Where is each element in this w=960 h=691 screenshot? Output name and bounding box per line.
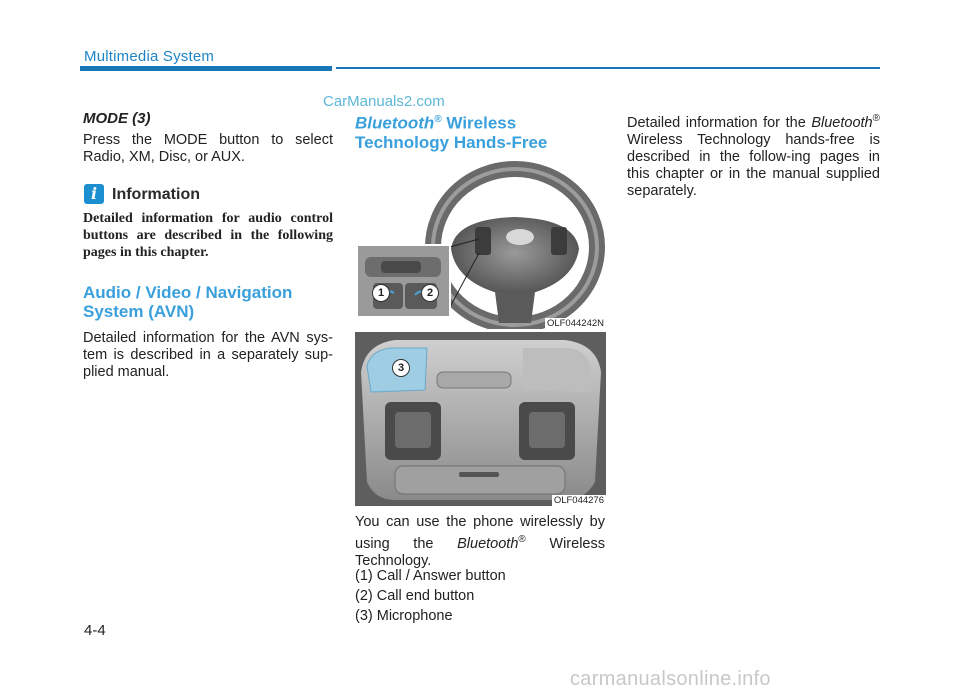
overhead-console-illustration: [355, 332, 606, 506]
handsfree-paragraph: [627, 110, 880, 200]
bluetooth-heading-brand: Bluetooth: [355, 113, 435, 133]
hf-text-brand: Bluetooth: [811, 114, 873, 131]
section-label: Multimedia System: [84, 48, 215, 65]
mode-heading: MODE (3): [83, 110, 151, 127]
bt-text-b: Wireless Technology.: [355, 535, 605, 569]
bluetooth-heading-line2: Technology Hands-Free: [355, 132, 548, 152]
list-item: (1) Call / Answer button: [355, 568, 506, 584]
button-list: [355, 566, 605, 626]
bt-text-reg: ®: [518, 534, 526, 545]
hf-text-reg: ®: [872, 113, 880, 124]
figure-code-2: OLF044276: [553, 495, 604, 506]
watermark-top: CarManuals2.com: [323, 93, 445, 110]
avn-heading-line1: Audio / Video / Navigation: [83, 283, 293, 302]
steering-wheel-illustration: [355, 157, 606, 329]
list-item: (2) Call end button: [355, 588, 475, 604]
bluetooth-heading-rest1: Wireless: [441, 113, 517, 133]
avn-heading-line2: System (AVN): [83, 302, 195, 321]
info-heading: Information: [112, 186, 200, 203]
figure-code-1: OLF044242N: [546, 318, 604, 329]
list-item: (3) Microphone: [355, 608, 453, 624]
callout-2: 2: [421, 284, 439, 302]
avn-heading: [83, 283, 333, 321]
callout-1: 1: [372, 284, 390, 302]
page-number: 4-4: [84, 622, 106, 639]
overhead-console-figure: [355, 332, 606, 506]
bt-text-a: You can use the phone wirelessly by using the: [355, 514, 605, 552]
info-paragraph: Detailed information for audio control buttons are described in the following pages in this chapter.: [83, 211, 333, 260]
hf-text-a: Detailed information for the: [627, 114, 812, 131]
header-rule-thin: [336, 67, 880, 69]
avn-paragraph: Detailed information for the AVN sys-tem is described in a separately sup-plied manual.: [83, 330, 333, 380]
mode-paragraph: Press the MODE button to select Radio, XM, Disc, or AUX.: [83, 132, 333, 165]
bluetooth-paragraph: [355, 514, 605, 570]
callout-3: 3: [392, 359, 410, 377]
hf-text-b: Wireless Technology hands-free is described in the follow-ing pages in this chapter or in the manual supplied separately.: [627, 131, 880, 199]
header-rule-bold: [80, 66, 332, 71]
info-icon: i: [84, 184, 104, 204]
bt-text-brand: Bluetooth: [457, 535, 519, 552]
registered-mark: ®: [434, 114, 442, 125]
steering-wheel-figure: [355, 157, 606, 329]
bluetooth-heading: [355, 110, 605, 152]
watermark-bottom: carmanualsonline.info: [570, 668, 771, 690]
